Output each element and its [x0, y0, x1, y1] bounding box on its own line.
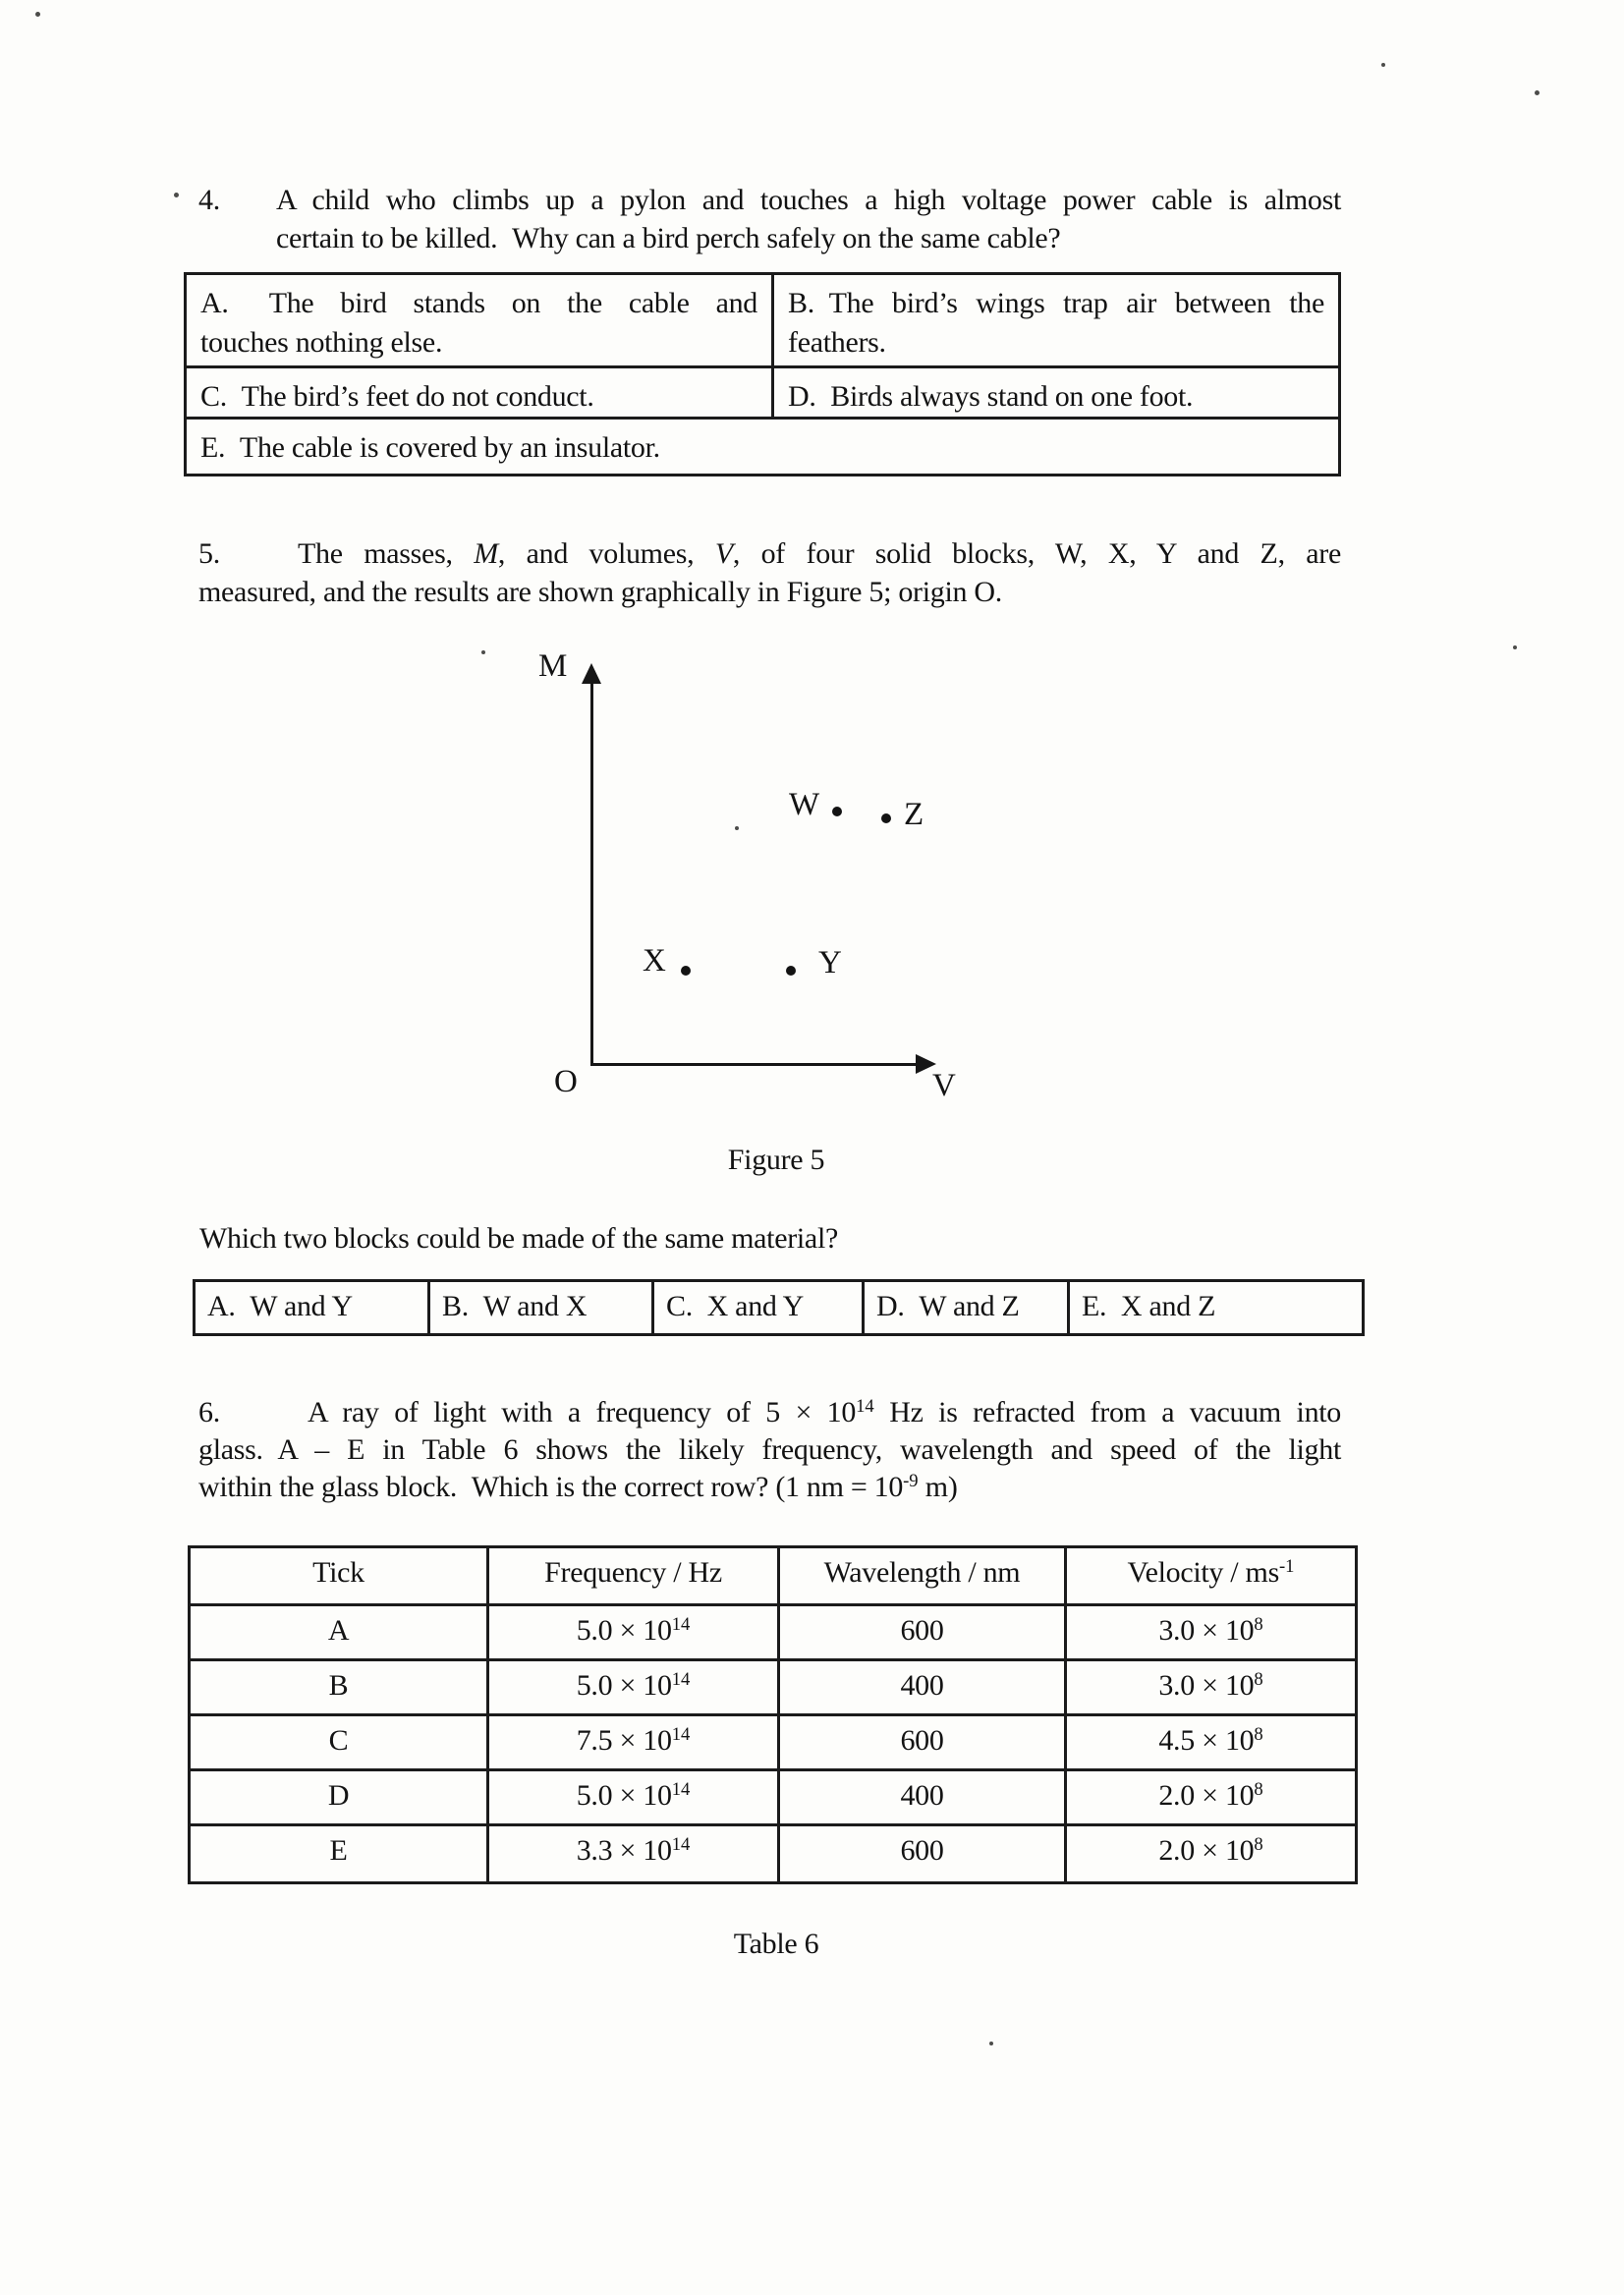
column-header-frequency: Frequency / Hz	[489, 1548, 780, 1603]
table-row-e	[191, 1826, 1355, 1881]
question-6-number: 6.	[198, 1396, 220, 1428]
option-cell-c: C. The bird’s feet do not conduct.	[187, 368, 774, 417]
option-cell-a	[187, 275, 774, 365]
option-b-line: B. The bird’s wings trap air between the	[788, 287, 1324, 319]
scan-speck	[481, 650, 485, 654]
option-cell-b	[774, 275, 1338, 365]
cell-wavelength: 400	[780, 1771, 1067, 1823]
question-5-prompt: Which two blocks could be made of the same material?	[199, 1222, 838, 1255]
scan-speck	[174, 193, 179, 197]
question-line-text: A ray of light with a frequency of $5 \times 10^{14}$ Hz is refracted from a vacuum into	[308, 1395, 1341, 1428]
question-line	[198, 534, 1341, 573]
option-cell-a: A. W and Y	[196, 1282, 430, 1333]
option-a-line: A. The bird stands on the cable and	[200, 287, 757, 319]
point-x-dot	[681, 966, 691, 976]
question-4-number: 4.	[198, 184, 220, 216]
question-5-text	[198, 534, 1341, 611]
column-header-velocity: Velocity / $ms^{-1}$	[1127, 1555, 1295, 1589]
cell-velocity: $3.0 \times 10^8$	[1158, 1668, 1263, 1702]
question-line	[198, 1394, 1341, 1431]
cell-tick: E	[191, 1826, 489, 1881]
question-5-number: 5.	[198, 537, 220, 570]
option-cell-d: D. Birds always stand on one foot.	[788, 380, 1194, 413]
question-line: glass. A – E in Table 6 shows the likely frequency, wavelength and speed of the light	[198, 1433, 1341, 1466]
option-cell-c: C. X and Y	[654, 1282, 865, 1333]
option-cell-b: B. W and X	[430, 1282, 654, 1333]
scan-speck	[989, 2042, 993, 2045]
column-header-tick: Tick	[191, 1548, 489, 1603]
option-cell-e: E. X and Z	[1082, 1290, 1216, 1322]
table-6-caption: Table 6	[733, 1928, 819, 1960]
cell-tick: C	[191, 1716, 489, 1768]
cell-tick: B	[191, 1661, 489, 1713]
option-a-line: touches nothing else.	[200, 326, 443, 359]
question-line: A child who climbs up a pylon and touches a high voltage power cable is almost	[276, 184, 1341, 216]
cell-frequency: $5.0 \times 10^{14}$	[489, 1606, 780, 1658]
point-w-dot	[832, 807, 842, 816]
cell-wavelength: 600	[780, 1606, 1067, 1658]
point-y-label: Y	[818, 945, 842, 980]
question-6-text	[198, 1394, 1341, 1506]
q4-options-table	[184, 272, 1341, 476]
cell-frequency: $3.3 \times 10^{14}$	[489, 1826, 780, 1881]
column-header-wavelength: Wavelength / nm	[780, 1548, 1067, 1603]
question-line-text: The masses, M, and volumes, V, of four solid blocks, W, X, Y and Z, are	[298, 537, 1342, 570]
option-cell-e: E. The cable is covered by an insulator.	[200, 431, 660, 464]
origin-label: O	[554, 1064, 578, 1099]
question-4-text	[276, 181, 1341, 257]
point-x-label: X	[643, 943, 666, 979]
figure-5	[531, 644, 973, 1110]
m-axis-label: M	[538, 648, 568, 684]
cell-velocity: $2.0 \times 10^8$	[1158, 1833, 1263, 1867]
cell-tick: D	[191, 1771, 489, 1823]
point-z-dot	[881, 813, 891, 823]
cell-velocity: $2.0 \times 10^8$	[1158, 1778, 1263, 1812]
table-row-a	[191, 1606, 1355, 1661]
option-b-line: feathers.	[788, 326, 886, 359]
cell-wavelength: 400	[780, 1661, 1067, 1713]
question-line: measured, and the results are shown graphically in Figure 5; origin O.	[198, 576, 1002, 608]
y-axis-arrow-icon	[582, 663, 601, 684]
cell-frequency: $7.5 \times 10^{14}$	[489, 1716, 780, 1768]
v-axis-label: V	[932, 1068, 956, 1103]
scan-speck	[1381, 63, 1385, 67]
scan-speck	[1513, 645, 1517, 649]
question-line: within the glass block. Which is the correct row? (1 nm = $10^{-9}$ m)	[198, 1470, 958, 1503]
x-axis-line	[590, 1063, 917, 1066]
cell-tick: A	[191, 1606, 489, 1658]
point-z-label: Z	[904, 797, 924, 832]
scan-speck	[1535, 90, 1540, 95]
table-row-d	[191, 1771, 1355, 1826]
cell-frequency: $5.0 \times 10^{14}$	[489, 1661, 780, 1713]
q4-options-row-3	[187, 420, 1338, 474]
table-6	[188, 1545, 1358, 1884]
cell-frequency: $5.0 \times 10^{14}$	[489, 1771, 780, 1823]
cell-wavelength: 600	[780, 1716, 1067, 1768]
scan-speck	[35, 12, 40, 17]
cell-wavelength: 600	[780, 1826, 1067, 1881]
figure-5-caption: Figure 5	[727, 1144, 825, 1176]
table-row-c	[191, 1716, 1355, 1771]
option-cell-d: D. W and Z	[865, 1282, 1070, 1333]
cell-velocity: $3.0 \times 10^8$	[1158, 1613, 1263, 1647]
cell-velocity: $4.5 \times 10^8$	[1158, 1723, 1263, 1757]
q5-options-table	[193, 1279, 1365, 1336]
question-line: certain to be killed. Why can a bird perch safely on the same cable?	[276, 222, 1061, 254]
point-y-dot	[786, 966, 796, 976]
point-w-label: W	[789, 787, 819, 822]
q4-options-row-2	[187, 368, 1338, 420]
table-row-b	[191, 1661, 1355, 1716]
q4-options-row-1	[187, 275, 1338, 368]
y-axis-line	[590, 683, 593, 1066]
table-6-header-row	[191, 1548, 1355, 1606]
